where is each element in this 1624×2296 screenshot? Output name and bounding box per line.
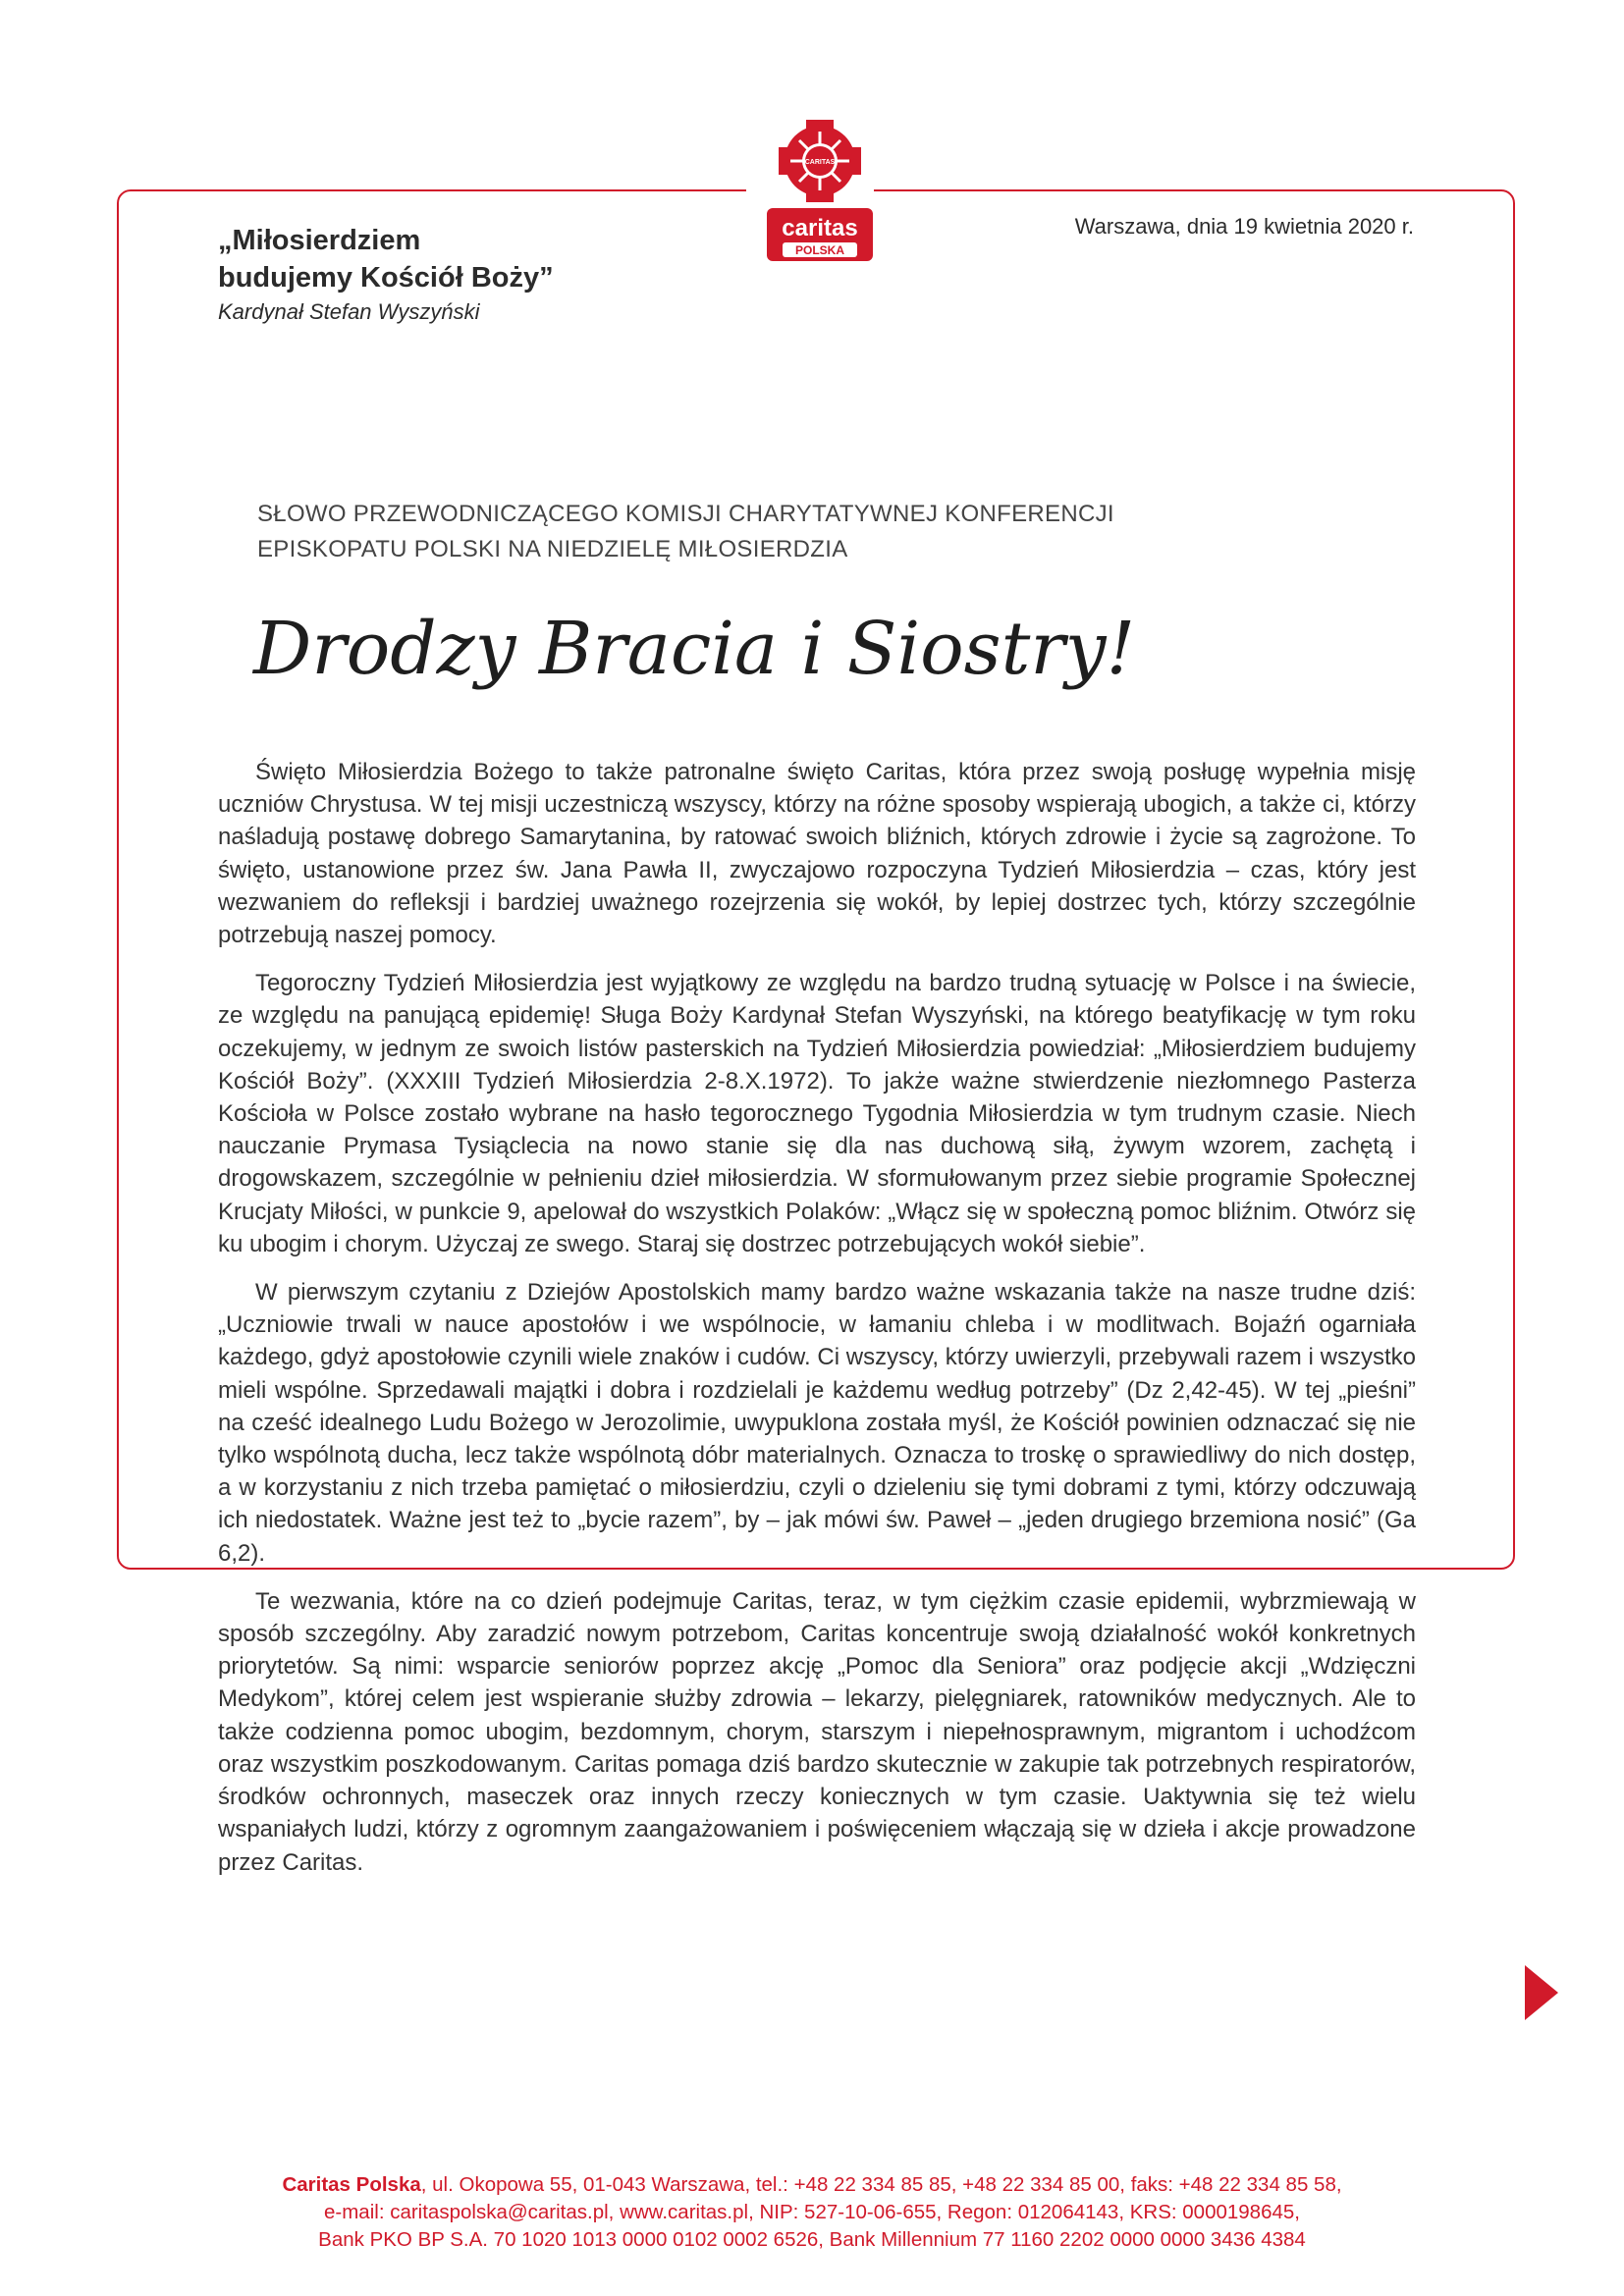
- footer-org: Caritas Polska: [282, 2173, 421, 2196]
- paragraph: Święto Miłosierdzia Bożego to także patronalne święto Caritas, która przez swoją posługę wypełnia misję uczniów Chrystusa. W tej misji uczestniczą wszyscy, którzy na różne sposoby wspierają ubogich, a także ci, którzy naśladują postawę dobrego Samarytanina, by ratować swoich bliźnich, których zdrowie i życie są zagrożone. To święto, ustanowione przez św. Jana Pawła II, zwyczajowo rozpoczyna Tydzień Miłosierdzia – czas, który jest wezwaniem do refleksji i bardziej uważnego rozejrzenia się wokół, by lepiej dostrzec tych, którzy szczególnie potrzebują naszej pomocy.: [218, 759, 1416, 949]
- motto-line-1: „Miłosierdziem: [218, 225, 421, 256]
- caritas-logo: [761, 118, 879, 263]
- paragraph: W pierwszym czytaniu z Dziejów Apostolskich mamy bardzo ważne wskazania także na nasze trudne dziś: „Uczniowie trwali w nauce apostołów i we wspólnocie, w łamaniu chleba i w modlitwach. Bojaźń ogarniała każdego, gdyż apostołowie czynili wiele znaków i cudów. Ci wszyscy, którzy uwierzyli, przebywali razem i wszystko mieli wspólne. Sprzedawali majątki i dobra i rozdzielali je każdemu według potrzeby” (Dz 2,42-45). W tej „pieśni” na cześć idealnego Ludu Bożego w Jerozolimie, uwypuklona została myśl, że Kościół powinien odznaczać się nie tylko wspólnotą ducha, lecz także wspólnotą dóbr materialnych. Oznacza to troskę o sprawiedliwy do nich dostęp, a w korzystaniu z nich trzeba pamiętać o miłosierdziu, czyli o dzieleniu się tymi dobrami z tymi, którzy odczuwają ich niedostatek. Ważne jest też to „bycie razem”, by – jak mówi św. Paweł – „jeden drugiego brzemiona nosić” (Ga 6,2).: [218, 1279, 1416, 1567]
- logo-country-text: POLSKA: [794, 243, 845, 257]
- motto-block: [218, 222, 611, 328]
- footer-line-1: [98, 2171, 1526, 2199]
- paragraph: Tegoroczny Tydzień Miłosierdzia jest wyjątkowy ze względu na bardzo trudną sytuację w Polsce i na świecie, ze względu na panującą epidemię! Sługa Boży Kardynał Stefan Wyszyński, na którego beatyfikację w tym roku oczekujemy, w jednym ze swoich listów pasterskich na Tydzień Miłosierdzia powiedział: „Miłosierdziem budujemy Kościół Boży”. (XXXIII Tydzień Miłosierdzia 2-8.X.1972). To jakże ważne stwierdzenie niezłomnego Pasterza Kościoła w Polsce zostało wybrane na hasło tegorocznego Tygodnia Miłosierdzia w tym trudnym czasie. Niech nauczanie Prymasa Tysiąclecia na nowo stanie się dla nas duchową siłą, żywym wzorem, zachętą i drogowskazem, szczególnie w pełnieniu dzieł miłosierdzia. W sformułowanym przez siebie programie Społecznej Krucjaty Miłości, w punkcie 9, apelował do wszystkich Polaków: „Włącz się w społeczną pomoc bliźnim. Otwórz się ku ubogim i chorym. Użyczaj ze swego. Staraj się dostrzec potrzebujących wokół siebie”.: [218, 970, 1416, 1257]
- letter-date: Warszawa, dnia 19 kwietnia 2020 r.: [1074, 214, 1414, 239]
- caritas-logo-icon: [761, 118, 879, 263]
- salutation: Drodzy Bracia i Siostry!: [253, 607, 1136, 691]
- footer-line-2: e-mail: caritaspolska@caritas.pl, www.caritas.pl, NIP: 527-10-06-655, Regon: 012064143, KRS: 0000198645,: [324, 2201, 1300, 2223]
- letter-heading: [257, 497, 1337, 567]
- heading-line-1: SŁOWO PRZEWODNICZĄCEGO KOMISJI CHARYTATYWNEJ KONFERENCJI: [257, 501, 1114, 527]
- heading-line-2: EPISKOPATU POLSKI NA NIEDZIELĘ MIŁOSIERDZIA: [257, 536, 848, 562]
- paragraph: Te wezwania, które na co dzień podejmuje Caritas, teraz, w tym ciężkim czasie epidemii, wybrzmiewają w sposób szczególny. Aby zaradzić nowym potrzebom, Caritas koncentruje swoją działalność wokół konkretnych priorytetów. Są nimi: wsparcie seniorów poprzez akcję „Pomoc dla Seniora” oraz podjęcie akcji „Wdzięczni Medykom”, której celem jest wspieranie służby zdrowia – lekarzy, pielęgniarek, ratowników medycznych. Ale to także codzienna pomoc ubogim, bezdomnym, chorym, starszym i niepełnosprawnym, migrantom i uchodźcom oraz wszystkim poszkodowanym. Caritas pomaga dziś bardzo skutecznie w zakupie tak potrzebnych respiratorów, środków ochronnych, maseczek oraz innych rzeczy koniecznych w tym czasie. Uaktywnia się też wielu wspaniałych ludzi, którzy z ogromnym zaangażowaniem i poświęceniem włączają się w dzieła i akcje prowadzone przez Caritas.: [218, 1587, 1416, 1876]
- motto-author: Kardynał Stefan Wyszyński: [218, 299, 480, 324]
- footer-contact: [98, 2171, 1526, 2254]
- footer-address: , ul. Okopowa 55, 01-043 Warszawa, tel.: +48 22 334 85 85, +48 22 334 85 00, faks: +48 22 334 85 58,: [420, 2173, 1342, 2196]
- logo-brand-text: caritas: [782, 215, 858, 241]
- motto-line-2: budujemy Kościół Boży”: [218, 262, 554, 294]
- next-page-arrow-icon[interactable]: [1525, 1965, 1558, 2020]
- footer-line-3: Bank PKO BP S.A. 70 1020 1013 0000 0102 0002 6526, Bank Millennium 77 1160 2202 0000 0000 3436 4384: [318, 2228, 1306, 2251]
- logo-ring-text: CARITAS: [804, 159, 836, 166]
- letter-body: [218, 756, 1416, 1895]
